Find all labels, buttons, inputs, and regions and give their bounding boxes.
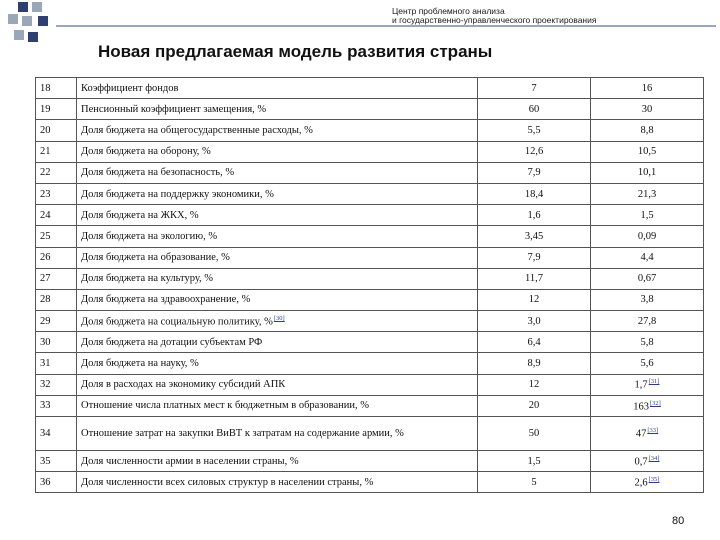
row-number-text: 28 [40,294,51,306]
row-number-text: 30 [40,336,51,348]
table-row [36,247,704,268]
value-proposed-text: 8,8 [640,124,654,136]
indicator-name [77,183,478,204]
page-number: 80 [672,515,685,527]
value-proposed [591,451,704,472]
value-proposed-text: 0,09 [637,230,657,242]
row-number-text: 33 [40,400,51,412]
value-current [478,289,591,310]
row-number-text: 23 [40,188,51,200]
table-row [36,226,704,247]
table-row [36,353,704,374]
indicator-name [77,311,478,332]
value-current [478,183,591,204]
value-proposed-text: 27,8 [637,315,657,327]
row-number [36,78,77,99]
row-number-text: 25 [40,230,51,242]
row-number [36,289,77,310]
logo-square-2 [32,2,42,12]
table-row [36,78,704,99]
indicator-name [77,289,478,310]
indicator-name [77,451,478,472]
row-number [36,205,77,226]
value-current-text: 7 [531,82,537,94]
value-proposed [591,99,704,120]
indicators-table [35,77,704,493]
indicator-name [77,141,478,162]
logo-square-6 [14,30,24,40]
table-row [36,205,704,226]
row-number [36,332,77,353]
value-proposed [591,472,704,493]
value-current-text: 12 [528,379,540,391]
indicator-name [77,472,478,493]
indicator-name-text: Доля бюджета на оборону, % [81,146,211,158]
table-row [36,311,704,332]
indicator-name-text: Доля в расходах на экономику субсидий АПК [81,379,286,391]
footnote-ref[interactable]: [31] [648,378,660,386]
table-row [36,268,704,289]
value-proposed [591,247,704,268]
table-row [36,99,704,120]
footnote-ref[interactable]: [35] [648,476,660,484]
value-current [478,451,591,472]
value-current-text: 20 [528,400,540,412]
value-current [478,78,591,99]
indicator-name-text: Доля численности всех силовых структур в населении страны, % [81,476,374,488]
row-number-text: 20 [40,124,51,136]
footnote-ref[interactable]: [33] [647,427,659,435]
table-row [36,472,704,493]
indicator-name-text: Доля бюджета на здравоохранение, % [81,294,251,306]
value-proposed [591,395,704,416]
value-proposed-text: 1,7 [634,379,648,391]
value-current-text: 12 [528,294,540,306]
table-row [36,183,704,204]
value-current [478,162,591,183]
value-current [478,99,591,120]
indicator-name [77,162,478,183]
table-row [36,395,704,416]
value-proposed [591,353,704,374]
value-current-text: 8,9 [527,358,541,370]
value-current-text: 12,6 [524,146,544,158]
value-current [478,374,591,395]
row-number-text: 32 [40,379,51,391]
indicator-name [77,332,478,353]
indicator-name-text: Доля бюджета на безопасность, % [81,167,235,179]
row-number [36,417,77,451]
row-number [36,395,77,416]
value-proposed-text: 5,8 [640,336,654,348]
row-number-text: 24 [40,209,51,221]
value-proposed [591,332,704,353]
value-current-text: 3,0 [527,315,541,327]
value-proposed-text: 2,6 [634,477,648,489]
indicator-name-text: Доля бюджета на культуру, % [81,273,214,285]
value-current-text: 7,9 [527,167,541,179]
table-row [36,289,704,310]
value-proposed-text: 1,5 [640,209,654,221]
logo-square-7 [28,32,38,42]
indicator-name-text: Коэффициент фондов [81,82,179,94]
row-number [36,451,77,472]
row-number-text: 22 [40,167,51,179]
footnote-ref[interactable]: [32] [649,399,661,407]
table-row [36,451,704,472]
value-proposed [591,289,704,310]
indicator-name [77,417,478,451]
indicator-name [77,353,478,374]
row-number-text: 31 [40,358,51,370]
value-proposed-text: 10,1 [637,167,657,179]
value-proposed-text: 47 [635,428,647,440]
indicator-name [77,120,478,141]
row-number [36,183,77,204]
value-current-text: 11,7 [525,273,543,285]
table-row [36,332,704,353]
value-current [478,311,591,332]
row-number [36,268,77,289]
value-current-text: 50 [528,428,540,439]
row-number-text: 34 [40,428,51,439]
indicator-name-text: Доля бюджета на поддержку экономики, % [81,188,274,200]
header-rule [56,25,716,27]
indicator-name-text: Доля бюджета на ЖКХ, % [81,209,199,221]
value-current-text: 6,4 [527,336,541,348]
row-number [36,311,77,332]
logo-square-3 [8,14,18,24]
header-organization [392,7,712,25]
value-proposed-text: 0,7 [634,456,648,468]
row-number-text: 26 [40,252,51,264]
value-current-text: 5,5 [527,124,541,136]
value-current-text: 7,9 [527,252,541,264]
indicator-name-text: Доля бюджета на экологию, % [81,230,218,242]
row-number-text: 21 [40,146,51,158]
value-proposed [591,268,704,289]
value-current-text: 3,45 [524,230,544,242]
indicator-name-text: Доля численности армии в населении страны, % [81,455,299,467]
indicator-name [77,395,478,416]
value-proposed [591,205,704,226]
row-number-text: 36 [40,476,51,488]
logo-square-1 [18,2,28,12]
logo [8,2,56,48]
value-current-text: 60 [528,103,540,115]
row-number-text: 29 [40,315,51,327]
value-proposed [591,374,704,395]
indicator-name [77,78,478,99]
indicator-name-text: Доля бюджета на образование, % [81,252,230,264]
indicator-name-text: Доля бюджета на общегосударственные расходы, % [81,124,313,136]
table-row [36,120,704,141]
value-proposed-text: 4,4 [640,252,654,264]
value-proposed-text: 21,3 [637,188,657,200]
logo-square-5 [38,16,48,26]
row-number [36,99,77,120]
page-title: Новая предлагаемая модель развития страны [98,42,493,61]
value-current [478,205,591,226]
value-current [478,141,591,162]
indicator-name [77,205,478,226]
value-current [478,120,591,141]
indicator-name [77,374,478,395]
table-row [36,374,704,395]
row-number-text: 35 [40,455,51,467]
indicator-name-text: Отношение затрат на закупки ВиВТ к затратам на содержание армии, % [81,428,404,439]
value-current-text: 1,5 [527,455,541,467]
indicator-name [77,247,478,268]
row-number [36,247,77,268]
indicator-name-text: Доля бюджета на социальную политику, % [81,316,273,328]
value-proposed [591,162,704,183]
indicator-name-text: Отношение числа платных мест к бюджетным в образовании, % [81,400,370,412]
value-current [478,268,591,289]
value-proposed [591,120,704,141]
value-proposed-text: 30 [641,103,653,115]
header-org-line2: и государственно-управленческого проектирования [392,15,597,25]
value-proposed [591,141,704,162]
row-number [36,226,77,247]
row-number [36,353,77,374]
value-current-text: 18,4 [524,188,544,200]
value-current [478,332,591,353]
indicator-name [77,99,478,120]
value-proposed-text: 3,8 [640,294,654,306]
value-proposed-text: 16 [641,82,653,94]
row-number-text: 27 [40,273,51,285]
value-current [478,226,591,247]
value-current-text: 5 [531,476,537,488]
indicator-name [77,268,478,289]
value-current [478,353,591,374]
row-number [36,374,77,395]
logo-square-4 [22,16,32,26]
row-number [36,120,77,141]
value-current [478,247,591,268]
value-proposed [591,417,704,451]
value-proposed-text: 10,5 [637,146,657,158]
indicator-name [77,226,478,247]
value-proposed-text: 5,6 [640,358,654,370]
value-current [478,395,591,416]
row-number-text: 18 [40,82,51,94]
row-number [36,472,77,493]
indicator-name-text: Доля бюджета на дотации субъектам РФ [81,336,263,348]
value-proposed-text: 0,67 [637,273,657,285]
table-row [36,141,704,162]
value-proposed-text: 163 [633,401,649,413]
row-number [36,141,77,162]
footnote-ref[interactable]: [34] [648,454,660,462]
header-org-line1: Центр проблемного анализа [392,6,505,16]
table-row [36,162,704,183]
value-current [478,472,591,493]
value-proposed [591,183,704,204]
value-current [478,417,591,451]
value-proposed [591,311,704,332]
footnote-ref[interactable]: [30] [273,314,285,322]
row-number [36,162,77,183]
value-proposed [591,226,704,247]
indicator-name-text: Пенсионный коэффициент замещения, % [81,103,267,115]
indicator-name-text: Доля бюджета на науку, % [81,358,199,370]
table-row [36,417,704,451]
value-current-text: 1,6 [527,209,541,221]
row-number-text: 19 [40,103,51,115]
value-proposed [591,78,704,99]
